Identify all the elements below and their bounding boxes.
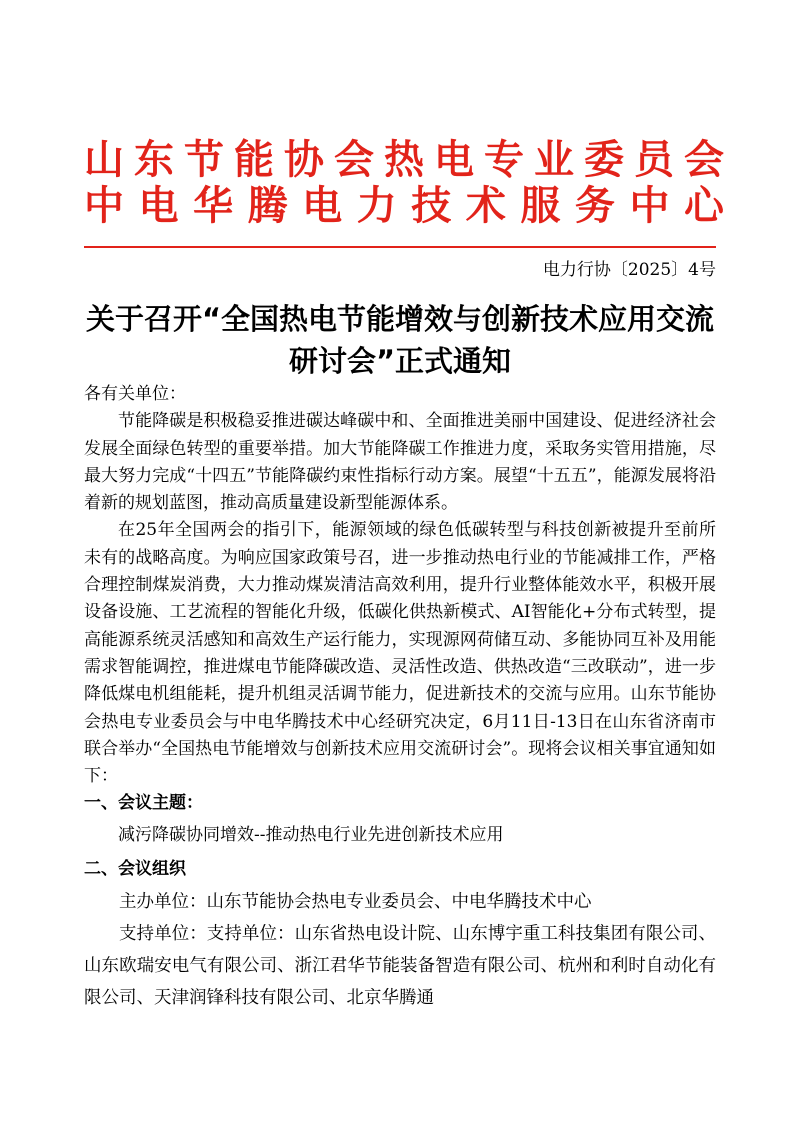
paragraph-background: 节能降碳是积极稳妥推进碳达峰碳中和、全面推进美丽中国建设、促进经济社会发展全面绿色转型的重要举措。加大节能降碳工作推进力度，采取务实管用措施，尽最大努力完成“十四五”节能降碳约束性指标行动方案。展望“十五五”，能源发展将沿着新的规划蓝图，推动高质量建设新型能源体系。 bbox=[84, 411, 716, 514]
salutation: 各有关单位： bbox=[84, 384, 186, 404]
section-theme-text: 减污降碳协同增效--推动热电行业先进创新技术应用 bbox=[118, 824, 504, 845]
issuer-org-line-1: 山东节能协会热电专业委员会 bbox=[84, 137, 724, 183]
red-divider-line bbox=[84, 246, 716, 248]
section-heading-theme: 一、会议主题： bbox=[84, 793, 203, 814]
document-number: 电力行协〔2025〕4号 bbox=[542, 260, 716, 280]
supporters-text: 支持单位：支持单位：山东省热电设计院、山东博宇重工科技集团有限公司、山东欧瑞安电气有限公司、浙江君华节能装备智造有限公司、杭州和利时自动化有限公司、天津润锋科技有限公司、北京华腾通 bbox=[84, 923, 716, 1008]
notice-body bbox=[84, 381, 716, 1014]
paragraph-purpose: 在25年全国两会的指引下，能源领域的绿色低碳转型与科技创新被提升至前所未有的战略高度。为响应国家政策号召，进一步推动热电行业的节能减排工作，严格合理控制煤炭消费，大力推动煤炭清洁高效利用，提升行业整体能效水平，积极开展设备设施、工艺流程的智能化升级，低碳化供热新模式、AI智能化+分布式转型，提高能源系统灵活感知和高效生产运行能力，实现源网荷储互动、多能协同互补及用能需求智能调控，推进煤电节能降碳改造、灵活性改造、供热改造“三改联动”，进一步降低煤电机组能耗，提升机组灵活调节能力，促进新技术的交流与应用。山东节能协会热电专业委员会与中电华腾技术中心经研究决定，6月11日-13日在山东省济南市联合举办“全国热电节能增效与创新技术应用交流研讨会”。现将会议相关事宜通知如下： bbox=[84, 520, 716, 787]
organizer-text: 主办单位：山东节能协会热电专业委员会、中电华腾技术中心 bbox=[119, 891, 592, 912]
notice-title: 关于召开“全国热电节能增效与创新技术应用交流研讨会”正式通知 bbox=[85, 302, 715, 378]
section-heading-organization: 二、会议组织 bbox=[84, 858, 186, 879]
issuer-org-line-2: 中电华腾电力技术服务中心 bbox=[84, 183, 724, 229]
